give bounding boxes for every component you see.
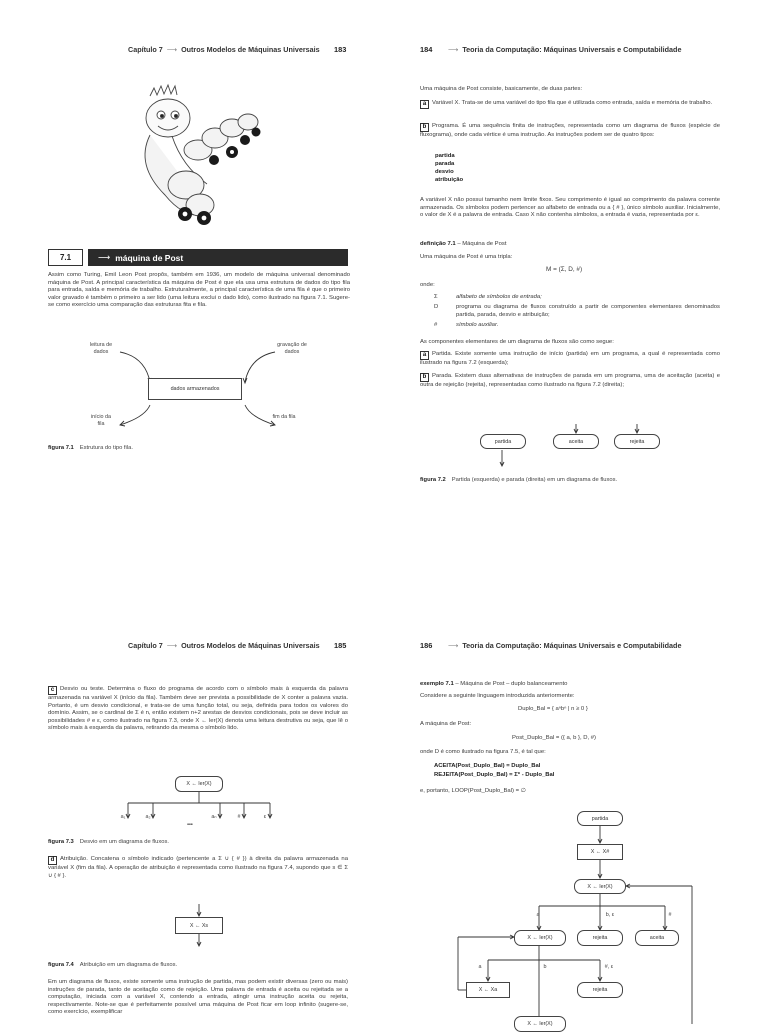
arrow-right-icon: ⟶ <box>448 641 459 650</box>
item-c-tag: c <box>48 686 57 695</box>
page-number: 186 <box>420 641 433 650</box>
item-a-text: Variável X. Trata-se de uma variável do tipo fila que é utilizada como entrada, saída e memória de trabalho. <box>432 100 713 106</box>
consider-text: Considere a seguinte linguagem introduzida anteriormente: <box>420 693 575 699</box>
sigma-symbol: Σ <box>434 294 438 300</box>
type-item: parada <box>435 161 455 167</box>
post-machine-formula: Post_Duplo_Bal = ({ a, b }, D, #) <box>512 735 596 741</box>
queue-start-label: início da fila <box>90 414 112 427</box>
item-a-tag: a <box>420 100 429 109</box>
figure-number: figura 7.1 <box>48 445 74 451</box>
edge-label: # <box>668 912 672 918</box>
branch-label: aₙ <box>211 814 217 820</box>
page-number: 184 <box>420 45 433 54</box>
flow-start-node: partida <box>577 811 623 826</box>
closing-paragraph: Em um diagrama de fluxos, existe somente uma instrução de partida, mas podem existir diversas (zero ou mais) instruções de parada, tanto de aceitação como de rejeição. Uma palavra de entrada é aceita ou rejeitada se a computação, iniciada com a variável X, contendo a entrada, atingir uma instrução aceita ou rejeita, respectivamente. Note-se que é perfeitamente possível uma máquina de Post ficar em loop infinito (sugere-se, como exercício, exemplificar <box>48 979 348 1016</box>
figure-number: figura 7.4 <box>48 962 74 968</box>
chapter-label: Capítulo 7 <box>128 45 163 54</box>
read-x-node: X ← ler(X) <box>175 776 223 792</box>
branch-label: ε <box>263 814 267 820</box>
edge-label: a <box>536 912 540 918</box>
arrow-right-icon: ⟶ <box>166 641 178 650</box>
hash-description: símbolo auxiliar. <box>456 322 499 328</box>
queue-end-label: fim da fila <box>272 414 296 420</box>
component-a-text: Partida. Existe somente uma instrução de início (partida) em um programa, a qual é representada como ilustrado na figura 7.2 (esquerda); <box>420 351 720 366</box>
edge-label: #, ε <box>604 964 614 970</box>
component-b-text: Parada. Existem duas alternativas de instruções de parada em um programa, uma de aceitação (aceita) e outra de rejeição (rejeita), representadas como ilustrado na figura 7.2 (direita); <box>420 373 720 388</box>
flow-read-node-2: X ← ler(X) <box>514 930 566 946</box>
item-b-text: Programa. É uma sequência finita de instruções, representada como um diagrama de fluxos (espécie de fluxograma), onde cada vértice é uma instrução. As instruções podem ser de quatro tipos: <box>420 123 720 138</box>
definition-intro: Uma máquina de Post é uma tripla: <box>420 254 513 260</box>
d-symbol: D <box>434 304 439 310</box>
page-number: 185 <box>334 641 347 650</box>
type-item: atribuição <box>435 177 464 183</box>
item-d-tag: d <box>48 856 57 865</box>
figure-caption-text: Atribuição em um diagrama de fluxos. <box>79 962 178 968</box>
sigma-description: alfabeto de símbolos de entrada; <box>456 294 542 300</box>
aceita-formula: ACEITA(Post_Duplo_Bal) = Duplo_Bal <box>434 763 541 769</box>
where-text: onde D é como ilustrado na figura 7.5, é tal que: <box>420 749 546 755</box>
item-d-text: Atribuição. Concatena o símbolo indicado (pertencente a Σ ∪ { # }) à direita da palavra armazenada na variável X (fim da fila). A operação de atribuição é representada como ilustrado na figura 7.4, supondo que s ∈ Σ ∪ { # }. <box>48 856 348 879</box>
edge-label: a <box>478 964 482 970</box>
arrow-right-icon: ⟶ <box>166 45 178 54</box>
figure-caption-text: Desvio em um diagrama de fluxos. <box>79 839 170 845</box>
section-number: 7.1 <box>48 249 83 266</box>
rejeita-formula: REJEITA(Post_Duplo_Bal) = Σ* - Duplo_Bal <box>434 772 555 778</box>
branch-label: a₂ <box>145 814 151 820</box>
read-data-label: leitura de dados <box>89 342 113 355</box>
flow-assign-hash-node: X ← X# <box>577 844 623 860</box>
stored-data-box: dados armazenados <box>148 378 242 400</box>
definition-label: definição 7.1 <box>420 241 456 247</box>
edge-label: b <box>543 964 547 970</box>
flow-assign-a-node: X ← Xa <box>466 982 510 998</box>
example-title: – Máquina de Post – duplo balanceamento <box>455 681 568 687</box>
figure-number: figura 7.3 <box>48 839 74 845</box>
flow-read-node-3: X ← ler(X) <box>514 1016 566 1032</box>
start-node: partida <box>480 434 526 449</box>
d-description: programa ou diagrama de fluxos construído a partir de componentes elementares denominados partida, parada, desvio e atribuição; <box>456 304 720 318</box>
flow-reject-node: rejeita <box>577 930 623 946</box>
flow-read-node: X ← ler(X) <box>574 879 626 894</box>
figure-caption-text: Estrutura do tipo fila. <box>79 445 133 451</box>
ellipsis-label: ••• <box>187 822 193 828</box>
variable-paragraph: A variável X não possui tamanho nem limite fixos. Seu comprimento é igual ao comprimento da palavra corrente armazenada. Os símbolos podem pertencer ao alfabeto de entrada ou a { # }, único símbolo auxiliar. Inicialmente, o valor de X é a palavra de entrada. Caso X não contenha símbolos, a entrada é vazia, representada por ε. <box>420 197 720 219</box>
type-item: desvio <box>435 169 454 175</box>
hash-symbol: # <box>434 322 438 328</box>
onde-label: onde: <box>420 282 435 288</box>
figure-number: figura 7.2 <box>420 477 446 483</box>
chapter-label: Capítulo 7 <box>128 641 163 650</box>
definition-formula: M = (Σ, D, #) <box>546 266 583 273</box>
component-b-tag: b <box>420 373 429 382</box>
accept-node: aceita <box>553 434 599 449</box>
components-intro: As componentes elementares de um diagrama de fluxos são como segue: <box>420 339 614 345</box>
chapter-title: Outros Modelos de Máquinas Universais <box>181 45 320 54</box>
figure-caption-text: Partida (esquerda) e parada (direita) em um diagrama de fluxos. <box>451 477 618 483</box>
write-data-label: gravação de dados <box>277 342 307 355</box>
page-number: 183 <box>334 45 347 54</box>
flow-reject-node-2: rejeita <box>577 982 623 998</box>
branch-label: a₁ <box>120 814 126 820</box>
example-label: exemplo 7.1 <box>420 681 454 687</box>
machine-text: A máquina de Post: <box>420 721 472 727</box>
definition-title: – Máquina de Post <box>457 241 507 247</box>
book-title: Teoria da Computação: Máquinas Universais e Computabilidade <box>462 45 682 54</box>
edge-label: b, ε <box>605 912 615 918</box>
book-title: Teoria da Computação: Máquinas Universais e Computabilidade <box>462 641 682 650</box>
assign-node: X ← Xs <box>175 917 223 934</box>
arrow-right-icon: ⟶ <box>448 45 459 54</box>
loop-formula: e, portanto, LOOP(Post_Duplo_Bal) = ∅ <box>420 788 526 794</box>
section-body: Assim como Turing, Emil Leon Post propôs, também em 1936, um modelo de máquina universal denominado máquina de Post. A principal característica da máquina de Post é que ela usa uma estrutura de dados do tipo fila para entrada, saída e memória de trabalho. Estruturalmente, a principal característica de uma fila é que o primeiro valor gravado é também o primeiro a ser lido (uma leitura exclui o dado lido), como ilustrado na figura 7.1. Sugere-se como exercício uma comparação das estruturas fita e fila. <box>48 272 350 309</box>
item-b-tag: b <box>420 123 429 132</box>
item-c-text: Desvio ou teste. Determina o fluxo do programa de acordo com o símbolo mais à esquerda da palavra armazenada na variável X (início da fila). Também deve ser prevista a possibilidade de X conter a palavra vazia. Portanto, é um desvio condicional, e trata-se de uma função total, ou seja, definida para todos os valores do domínio. Assim, se o cardinal de Σ é n, então existem n+2 arestas de desvios condicionais, pois se deve incluir as possibilidades # e ε, como ilustrado na figura 7.3, onde X ← ler(X) denota uma leitura destrutiva ou seja, que lê o símbolo mais à esquerda da palavra, retirando da mesma o símbolo lido. <box>48 686 348 732</box>
intro-text: Uma máquina de Post consiste, basicamente, de duas partes: <box>420 86 583 92</box>
language-definition: Duplo_Bal = { aⁿbⁿ | n ≥ 0 } <box>518 706 588 712</box>
flow-accept-node: aceita <box>635 930 679 946</box>
section-title: máquina de Post <box>115 252 184 263</box>
component-a-tag: a <box>420 351 429 360</box>
reject-node: rejeita <box>614 434 660 449</box>
type-item: partida <box>435 153 455 159</box>
branch-label: # <box>237 814 241 820</box>
chapter-title: Outros Modelos de Máquinas Universais <box>181 641 320 650</box>
arrow-right-icon: ⟶ <box>98 252 111 262</box>
